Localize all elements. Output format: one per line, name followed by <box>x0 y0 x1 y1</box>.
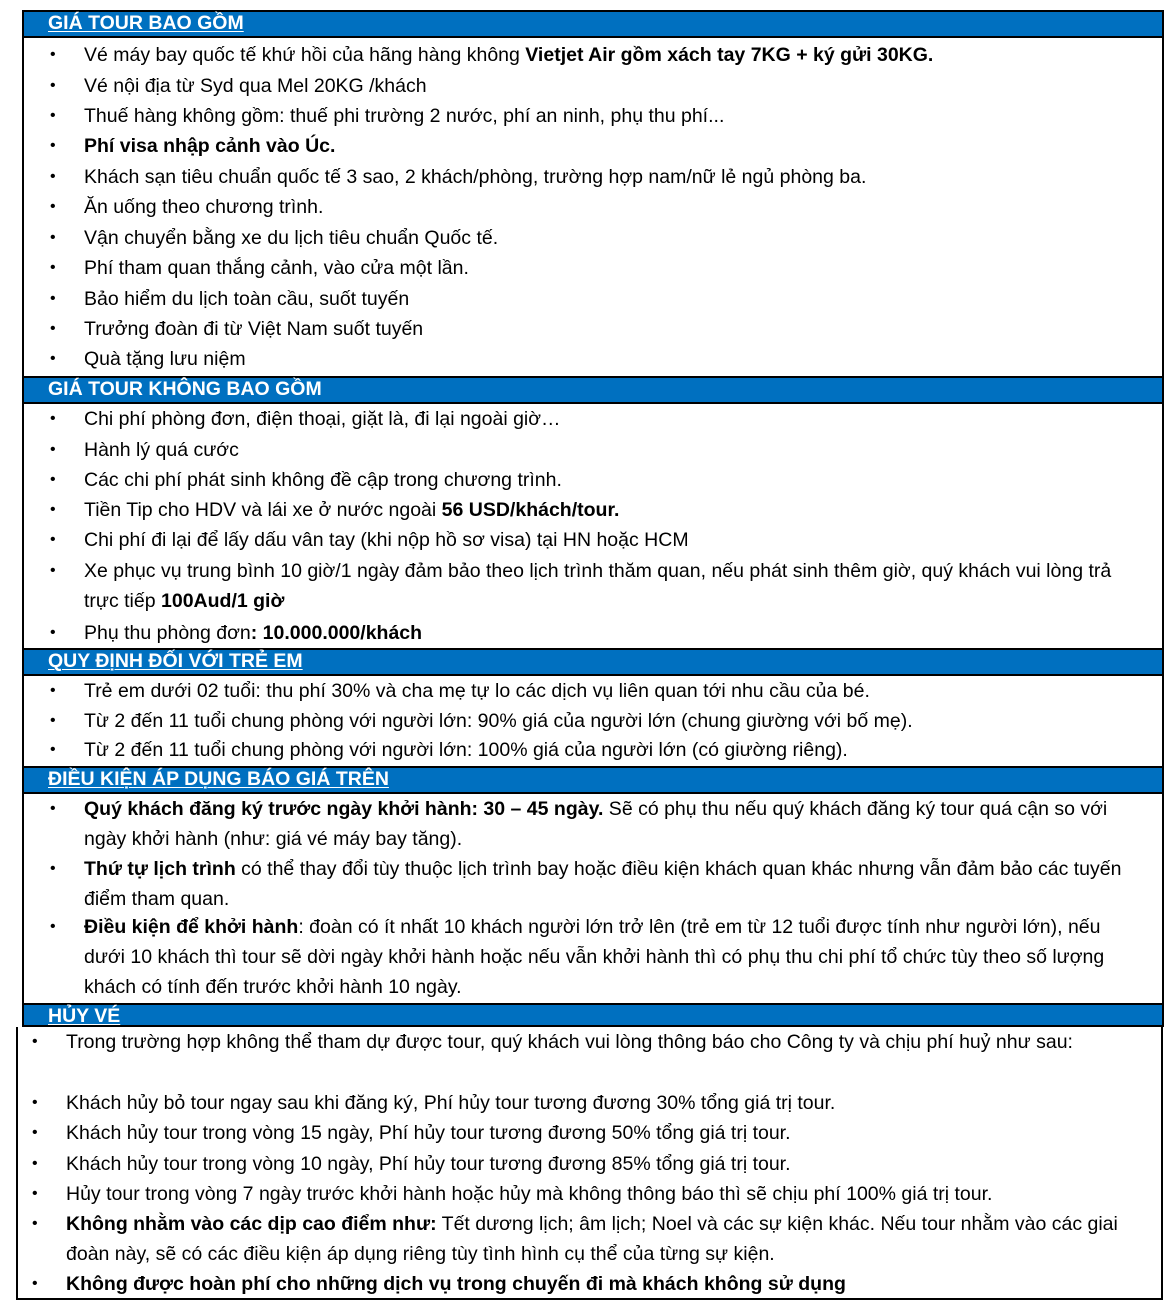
bullet-icon: • <box>50 107 56 124</box>
bullet-icon: • <box>50 682 56 699</box>
section-header-quote-conditions: ĐIỀU KIỆN ÁP DỤNG BÁO GIÁ TRÊN <box>22 766 1164 794</box>
bullet-icon: • <box>50 259 56 276</box>
section-header-cancellation: HỦY VÉ <box>22 1003 1164 1027</box>
section-header-children-policy: QUY ĐỊNH ĐỐI VỚI TRẺ EM <box>22 648 1164 676</box>
bullet-icon: • <box>50 290 56 307</box>
bullet-icon: • <box>32 1033 38 1050</box>
bullet-icon: • <box>32 1155 38 1172</box>
bullet-icon: • <box>50 501 56 518</box>
bullet-icon: • <box>50 562 56 579</box>
bullet-icon: • <box>50 168 56 185</box>
list-item-text: Khách sạn tiêu chuẩn quốc tế 3 sao, 2 khách/phòng, trường hợp nam/nữ lẻ ngủ phòng ba. <box>84 166 867 188</box>
bullet-icon: • <box>50 320 56 337</box>
list-item-text: Khách hủy tour trong vòng 10 ngày, Phí hủy tour tương đương 85% tổng giá trị tour. <box>66 1153 791 1175</box>
section-body-quote-conditions <box>22 794 1164 1004</box>
list-item-text: Vé máy bay quốc tế khứ hồi của hãng hàng không Vietjet Air gồm xách tay 7KG + ký gửi 30KG. <box>84 44 934 66</box>
list-item-text: Tiền Tip cho HDV và lái xe ở nước ngoài 56 USD/khách/tour. <box>84 499 620 521</box>
section-body-children-policy <box>22 676 1164 766</box>
bullet-icon: • <box>50 350 56 367</box>
bullet-icon: • <box>50 918 56 935</box>
bullet-icon: • <box>50 46 56 63</box>
list-item-text: Khách hủy bỏ tour ngay sau khi đăng ký, Phí hủy tour tương đương 30% tổng giá trị tour. <box>66 1092 836 1114</box>
bullet-icon: • <box>32 1094 38 1111</box>
bullet-icon: • <box>50 471 56 488</box>
section-body-cancellation <box>16 1027 1163 1300</box>
bullet-icon: • <box>32 1275 38 1292</box>
bullet-icon: • <box>50 229 56 246</box>
list-item-text: Phí visa nhập cảnh vào Úc. <box>84 135 336 157</box>
bullet-icon: • <box>50 860 56 877</box>
list-item-text: Từ 2 đến 11 tuổi chung phòng với người lớn: 90% giá của người lớn (chung giường với bố mẹ). <box>84 710 913 732</box>
list-item-text: Phí tham quan thắng cảnh, vào cửa một lần. <box>84 257 469 279</box>
bullet-icon: • <box>50 441 56 458</box>
list-item-text: Không nhằm vào các dịp cao điểm như: Tết dương lịch; âm lịch; Noel và các sự kiện khác. Nếu tour nhằm vào các giai đoàn này, sẽ có các điều kiện áp dụng riêng tùy tình hình cụ thể của từng sự kiện. <box>66 1213 1118 1265</box>
list-item-text: Thuế hàng không gồm: thuế phi trường 2 nước, phí an ninh, phụ thu phí... <box>84 105 725 127</box>
bullet-icon: • <box>50 800 56 817</box>
list-item-text: Bảo hiểm du lịch toàn cầu, suốt tuyến <box>84 288 410 310</box>
section-header-not-included: GIÁ TOUR KHÔNG BAO GỒM <box>22 376 1164 404</box>
list-item-text: Các chi phí phát sinh không đề cập trong chương trình. <box>84 469 562 491</box>
bullet-icon: • <box>50 198 56 215</box>
list-item-text: Vé nội địa từ Syd qua Mel 20KG /khách <box>84 75 427 97</box>
bullet-icon: • <box>50 712 56 729</box>
bullet-icon: • <box>50 741 56 758</box>
section-body-not-included <box>22 404 1164 648</box>
list-item-text: Trong trường hợp không thể tham dự được tour, quý khách vui lòng thông báo cho Công ty và chịu phí huỷ như sau: <box>66 1031 1073 1053</box>
bullet-icon: • <box>32 1185 38 1202</box>
bullet-icon: • <box>50 531 56 548</box>
bullet-icon: • <box>50 624 56 641</box>
section-body-included <box>22 38 1164 376</box>
list-item-text: Quý khách đăng ký trước ngày khởi hành: 30 – 45 ngày. Sẽ có phụ thu nếu quý khách đăng ký tour quá cận so với ngày khởi hành (như: giá vé máy bay tăng). <box>84 798 1108 850</box>
list-item-text: Hủy tour trong vòng 7 ngày trước khởi hành hoặc hủy mà không thông báo thì sẽ chịu phí 100% giá trị tour. <box>66 1183 993 1205</box>
bullet-icon: • <box>32 1215 38 1232</box>
list-item-text: Ăn uống theo chương trình. <box>84 196 324 218</box>
list-item-text: Thứ tự lịch trình có thể thay đổi tùy thuộc lịch trình bay hoặc điều kiện khách quan khác nhưng vẫn đảm bảo các tuyến điểm tham quan. <box>84 858 1122 910</box>
list-item-text: Phụ thu phòng đơn: 10.000.000/khách <box>84 622 423 644</box>
list-item-text: Khách hủy tour trong vòng 15 ngày, Phí hủy tour tương đương 50% tổng giá trị tour. <box>66 1122 791 1144</box>
list-item-text: Từ 2 đến 11 tuổi chung phòng với người lớn: 100% giá của người lớn (có giường riêng). <box>84 739 848 761</box>
bullet-icon: • <box>32 1124 38 1141</box>
list-item-text: Chi phí đi lại để lấy dấu vân tay (khi nộp hồ sơ visa) tại HN hoặc HCM <box>84 529 689 551</box>
list-item-text: Hành lý quá cước <box>84 439 239 461</box>
list-item-text: Không được hoàn phí cho những dịch vụ trong chuyến đi mà khách không sử dụng <box>66 1273 846 1295</box>
list-item-text: Trưởng đoàn đi từ Việt Nam suốt tuyến <box>84 318 424 340</box>
section-header-included: GIÁ TOUR BAO GỒM <box>22 10 1164 38</box>
list-item-text: Quà tặng lưu niệm <box>84 348 246 370</box>
bullet-icon: • <box>50 77 56 94</box>
list-item-text: Trẻ em dưới 02 tuổi: thu phí 30% và cha mẹ tự lo các dịch vụ liên quan tới nhu cầu của bé. <box>84 680 870 702</box>
list-item-text: Vận chuyển bằng xe du lịch tiêu chuẩn Quốc tế. <box>84 227 499 249</box>
bullet-icon: • <box>50 410 56 427</box>
list-item-text: Xe phục vụ trung bình 10 giờ/1 ngày đảm bảo theo lịch trình thăm quan, nếu phát sinh thêm giờ, quý khách vui lòng trả trực tiếp 100Aud/1 giờ <box>84 560 1112 612</box>
bullet-icon: • <box>50 137 56 154</box>
list-item-text: Chi phí phòng đơn, điện thoại, giặt là, đi lại ngoài giờ… <box>84 408 561 430</box>
list-item-text: Điều kiện để khởi hành: đoàn có ít nhất 10 khách người lớn trở lên (trẻ em từ 12 tuổi được tính như người lớn), nếu dưới 10 khách thì tour sẽ dời ngày khởi hành hoặc nếu vẫn khởi hành thì có phụ thu chi phí tổ chức tùy theo số lượng khách có tính đến trước khởi hành 10 ngày. <box>84 916 1105 998</box>
